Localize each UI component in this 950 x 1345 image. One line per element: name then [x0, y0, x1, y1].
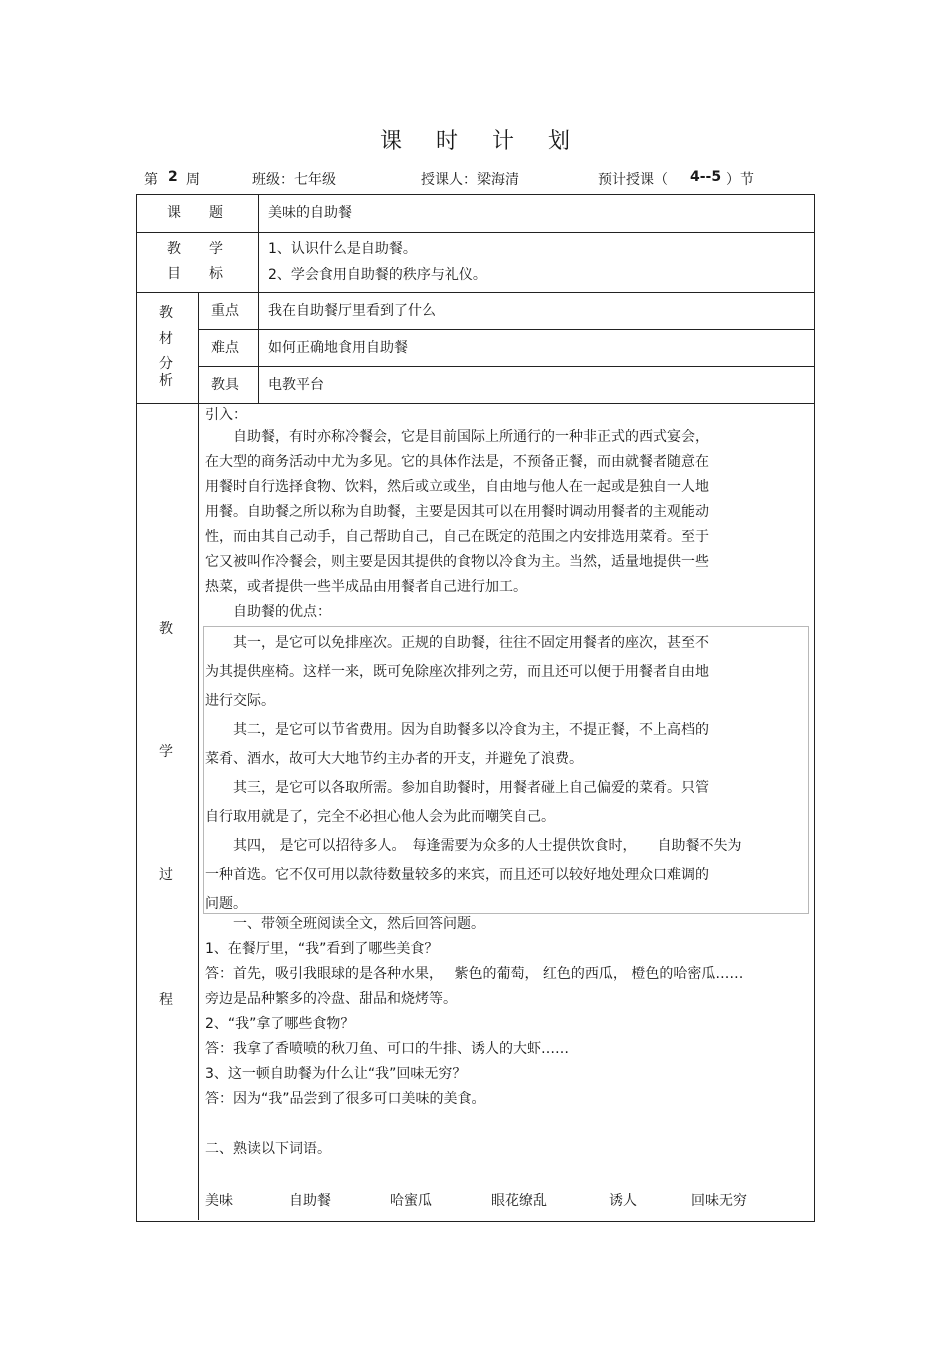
col-divider [258, 293, 259, 403]
goal-item: 2、学会食用自助餐的秩序与礼仪。 [268, 267, 487, 283]
intro-paragraph [205, 425, 709, 625]
difficulty-label: 难点 [211, 340, 239, 356]
vocab-word: 美味 [205, 1193, 233, 1209]
qa-line: 3、这一顿自助餐为什么让“我”回味无穷？ [205, 1066, 467, 1082]
vocab-word: 诱人 [609, 1193, 637, 1209]
row-divider [137, 292, 814, 293]
goals-label-2: 学 [209, 241, 223, 257]
process-label-char: 学 [159, 744, 173, 760]
goals-label-1: 教 [167, 241, 181, 257]
analysis-label-char: 分 [159, 356, 173, 372]
tools-label: 教具 [211, 377, 239, 393]
advantage-line: 其四， 是它可以招待多人。 每逢需要为众多的人士提供饮食时， 自助餐不失为 [205, 838, 742, 854]
advantage-line: 菜肴、酒水，故可大大地节约主办者的开支，并避免了浪费。 [205, 751, 583, 767]
intro-line: 它又被叫作冷餐会，则主要是因其提供的食物以冷食为主。当然，适量地提供一些 [205, 554, 709, 570]
analysis-label-char: 析 [159, 373, 173, 389]
process-label-char: 过 [159, 867, 173, 883]
week-prefix: 第 [144, 172, 158, 188]
advantage-line: 自行取用就是了，完全不必担心他人会为此而嘲笑自己。 [205, 809, 555, 825]
advantage-line: 其一，是它可以免排座次。正规的自助餐，往往不固定用餐者的座次，甚至不 [205, 635, 709, 651]
row-divider [137, 232, 814, 233]
intro-heading: 引入： [205, 407, 247, 423]
teacher-label: 授课人：梁海清 [421, 172, 519, 188]
topic-value: 美味的自助餐 [268, 205, 352, 221]
class-label: 班级：七年级 [252, 172, 336, 188]
row-divider [198, 329, 814, 330]
page-title: 课时计划 [379, 129, 604, 154]
qa-line: 2、“我”拿了哪些食物？ [205, 1016, 355, 1032]
analysis-label-char: 教 [159, 305, 173, 321]
vocab-word: 回味无穷 [691, 1193, 747, 1209]
qa-line: 二、熟读以下词语。 [205, 1141, 331, 1157]
advantage-line: 其三，是它可以各取所需。参加自助餐时，用餐者碰上自己偏爱的菜肴。只管 [205, 780, 709, 796]
plan-prefix: 预计授课（ [598, 172, 668, 188]
qa-section [205, 912, 743, 1162]
qa-line [205, 1112, 743, 1137]
intro-line: 用餐。自助餐之所以称为自助餐，主要是因其可以在用餐时调动用餐者的主观能动 [205, 504, 709, 520]
advantages-text [205, 629, 741, 919]
week-suffix: 周 [186, 172, 200, 188]
qa-line: 1、在餐厅里，“我”看到了哪些美食？ [205, 941, 439, 957]
tools-value: 电教平台 [268, 377, 324, 393]
intro-line: 自助餐的优点： [205, 604, 331, 620]
advantage-line: 问题。 [205, 896, 247, 912]
analysis-label-char: 材 [159, 331, 173, 347]
intro-line: 在大型的商务活动中尤为多见。它的具体作法是，不预备正餐，而由就餐者随意在 [205, 454, 709, 470]
row-divider [198, 366, 814, 367]
intro-line: 热菜，或者提供一些半成品由用餐者自己进行加工。 [205, 579, 527, 595]
goals-label-4: 标 [209, 266, 223, 282]
qa-line: 答：我拿了香喷喷的秋刀鱼、可口的牛排、诱人的大虾…… [205, 1041, 569, 1057]
qa-line: 一、带领全班阅读全文，然后回答问题。 [205, 916, 485, 932]
advantage-line: 进行交际。 [205, 693, 275, 709]
vocab-word: 哈蜜瓜 [390, 1193, 432, 1209]
advantage-line: 为其提供座椅。这样一来，既可免除座次排列之劳，而且还可以便于用餐者自由地 [205, 664, 709, 680]
advantage-line: 一种首选。它不仅可用以款待数量较多的来宾，而且还可以较好地处理众口难调的 [205, 867, 709, 883]
goals-label-3: 目 [167, 266, 181, 282]
col-divider [258, 195, 259, 292]
key-point-label: 重点 [211, 303, 239, 319]
intro-line: 性，而由其自己动手，自己帮助自己，自己在既定的范围之内安排选用菜肴。至于 [205, 529, 709, 545]
plan-suffix: ）节 [726, 172, 754, 188]
qa-line: 答：首先，吸引我眼球的是各种水果， 紫色的葡萄， 红色的西瓜， 橙色的哈密瓜…… [205, 966, 744, 982]
intro-line: 用餐时自行选择食物、饮料，然后或立或坐，自由地与他人在一起或是独自一人地 [205, 479, 709, 495]
qa-line: 旁边是品种繁多的冷盘、甜品和烧烤等。 [205, 991, 457, 1007]
qa-line: 答：因为“我”品尝到了很多可口美味的美食。 [205, 1091, 486, 1107]
difficulty-value: 如何正确地食用自助餐 [268, 340, 408, 356]
intro-line: 自助餐，有时亦称冷餐会，它是目前国际上所通行的一种非正式的西式宴会， [205, 429, 709, 445]
key-point-value: 我在自助餐厅里看到了什么 [268, 303, 436, 319]
topic-label-2: 题 [209, 205, 223, 221]
goal-item: 1、认识什么是自助餐。 [268, 241, 417, 257]
week-number: 2 [168, 169, 178, 185]
process-label-char: 程 [159, 992, 173, 1008]
process-label-char: 教 [159, 621, 173, 637]
col-divider [198, 293, 199, 1220]
topic-label-1: 课 [167, 205, 181, 221]
advantage-line: 其二，是它可以节省费用。因为自助餐多以冷食为主，不提正餐，不上高档的 [205, 722, 709, 738]
vocab-word: 眼花缭乱 [491, 1193, 547, 1209]
plan-range: 4--5 [690, 169, 722, 185]
vocab-word: 自助餐 [289, 1193, 331, 1209]
